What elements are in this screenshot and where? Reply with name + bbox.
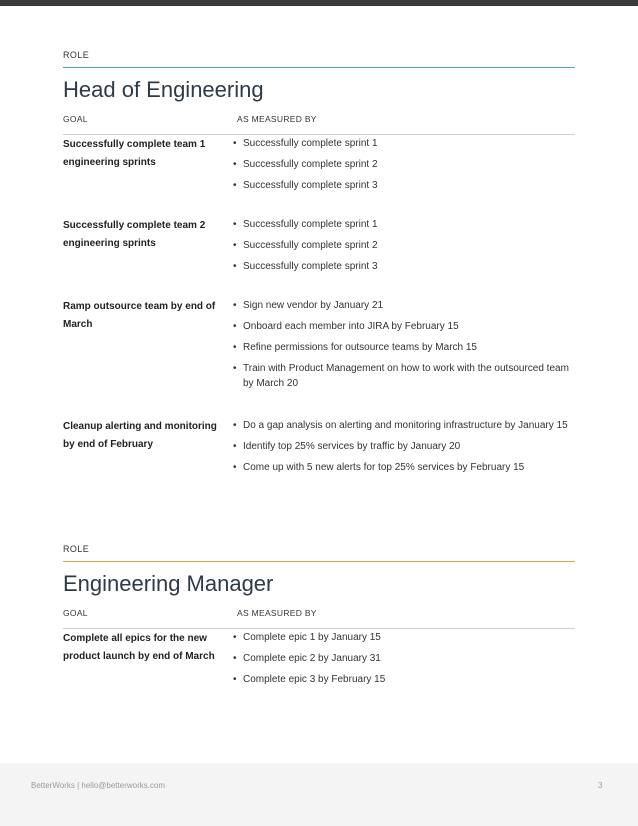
role-title: Engineering Manager	[63, 571, 274, 596]
measure-text: Come up with 5 new alerts for top 25% services by February 15	[243, 462, 525, 473]
page-number: 3	[598, 781, 603, 790]
measure-item: • Successfully complete sprint 3	[233, 180, 378, 191]
measure-text: Complete epic 1 by January 15	[243, 632, 381, 643]
measure-item: • Successfully complete sprint 2	[233, 159, 378, 170]
footer-contact: BetterWorks | hello@betterworks.com	[31, 781, 166, 790]
role-section-engineering-manager	[63, 544, 575, 685]
measure-item: • Come up with 5 new alerts for top 25% services by February 15	[233, 462, 525, 473]
measure-item: • Successfully complete sprint 2	[233, 240, 378, 251]
measure-text: Successfully complete sprint 1	[243, 138, 378, 149]
header-divider	[63, 628, 575, 629]
goal-text: Ramp outsource team by end of March	[63, 301, 216, 330]
role-label: ROLE	[63, 50, 90, 60]
measure-item: • Successfully complete sprint 1	[233, 138, 378, 149]
role-section-head-of-engineering	[63, 50, 575, 473]
measure-list	[233, 418, 578, 481]
measure-text: Successfully complete sprint 2	[243, 159, 378, 170]
goal-text: Successfully complete team 2 engineering sprints	[63, 220, 206, 249]
measure-item: • Sign new vendor by January 21	[233, 300, 384, 311]
role-title: Head of Engineering	[63, 77, 264, 102]
measure-text: Complete epic 2 by January 31	[243, 653, 381, 664]
header-divider	[63, 134, 575, 135]
measure-list	[233, 630, 578, 693]
goal-header: GOAL	[63, 114, 88, 124]
measure-item: • Do a gap analysis on alerting and monitoring infrastructure by January 15	[233, 420, 568, 431]
measure-text: Successfully complete sprint 3	[243, 180, 378, 191]
measure-item: • Complete epic 3 by February 15	[233, 674, 386, 685]
measure-text: Refine permissions for outsource teams by March 15	[243, 342, 477, 353]
top-bar	[0, 0, 638, 6]
measure-item: • Identify top 25% services by traffic by January 20	[233, 441, 461, 452]
measure-text: Successfully complete sprint 2	[243, 240, 378, 251]
role-divider	[63, 67, 575, 68]
measure-text: Train with Product Management on how to work with the outsourced team by March 20	[243, 363, 569, 389]
measure-list	[233, 298, 578, 397]
column-headers	[63, 608, 575, 624]
measure-text: Onboard each member into JIRA by February 15	[243, 321, 459, 332]
column-headers	[63, 114, 575, 130]
page-footer	[0, 763, 638, 826]
goal-header: GOAL	[63, 608, 88, 618]
measure-list	[233, 136, 578, 199]
goal-text: Cleanup alerting and monitoring by end of February	[63, 421, 217, 450]
measure-text: Successfully complete sprint 3	[243, 261, 378, 272]
measure-item: • Complete epic 1 by January 15	[233, 632, 381, 643]
measure-item: • Onboard each member into JIRA by February 15	[233, 321, 459, 332]
goal-text: Complete all epics for the new product launch by end of March	[63, 633, 215, 662]
role-divider	[63, 561, 575, 562]
measure-text: Successfully complete sprint 1	[243, 219, 378, 230]
measure-item: • Successfully complete sprint 3	[233, 261, 378, 272]
measure-list	[233, 217, 578, 280]
measure-text: Complete epic 3 by February 15	[243, 674, 386, 685]
measure-text: Identify top 25% services by traffic by January 20	[243, 441, 461, 452]
measured-by-header: AS MEASURED BY	[237, 114, 317, 124]
measure-item: • Complete epic 2 by January 31	[233, 653, 381, 664]
measure-text: Sign new vendor by January 21	[243, 300, 384, 311]
measure-item: • Train with Product Management on how to work with the outsourced team by March 20	[233, 363, 569, 389]
measure-item: • Refine permissions for outsource teams by March 15	[233, 342, 477, 353]
measured-by-header: AS MEASURED BY	[237, 608, 317, 618]
measure-item: • Successfully complete sprint 1	[233, 219, 378, 230]
measure-text: Do a gap analysis on alerting and monitoring infrastructure by January 15	[243, 420, 568, 431]
goal-text: Successfully complete team 1 engineering sprints	[63, 139, 206, 168]
role-label: ROLE	[63, 544, 90, 554]
